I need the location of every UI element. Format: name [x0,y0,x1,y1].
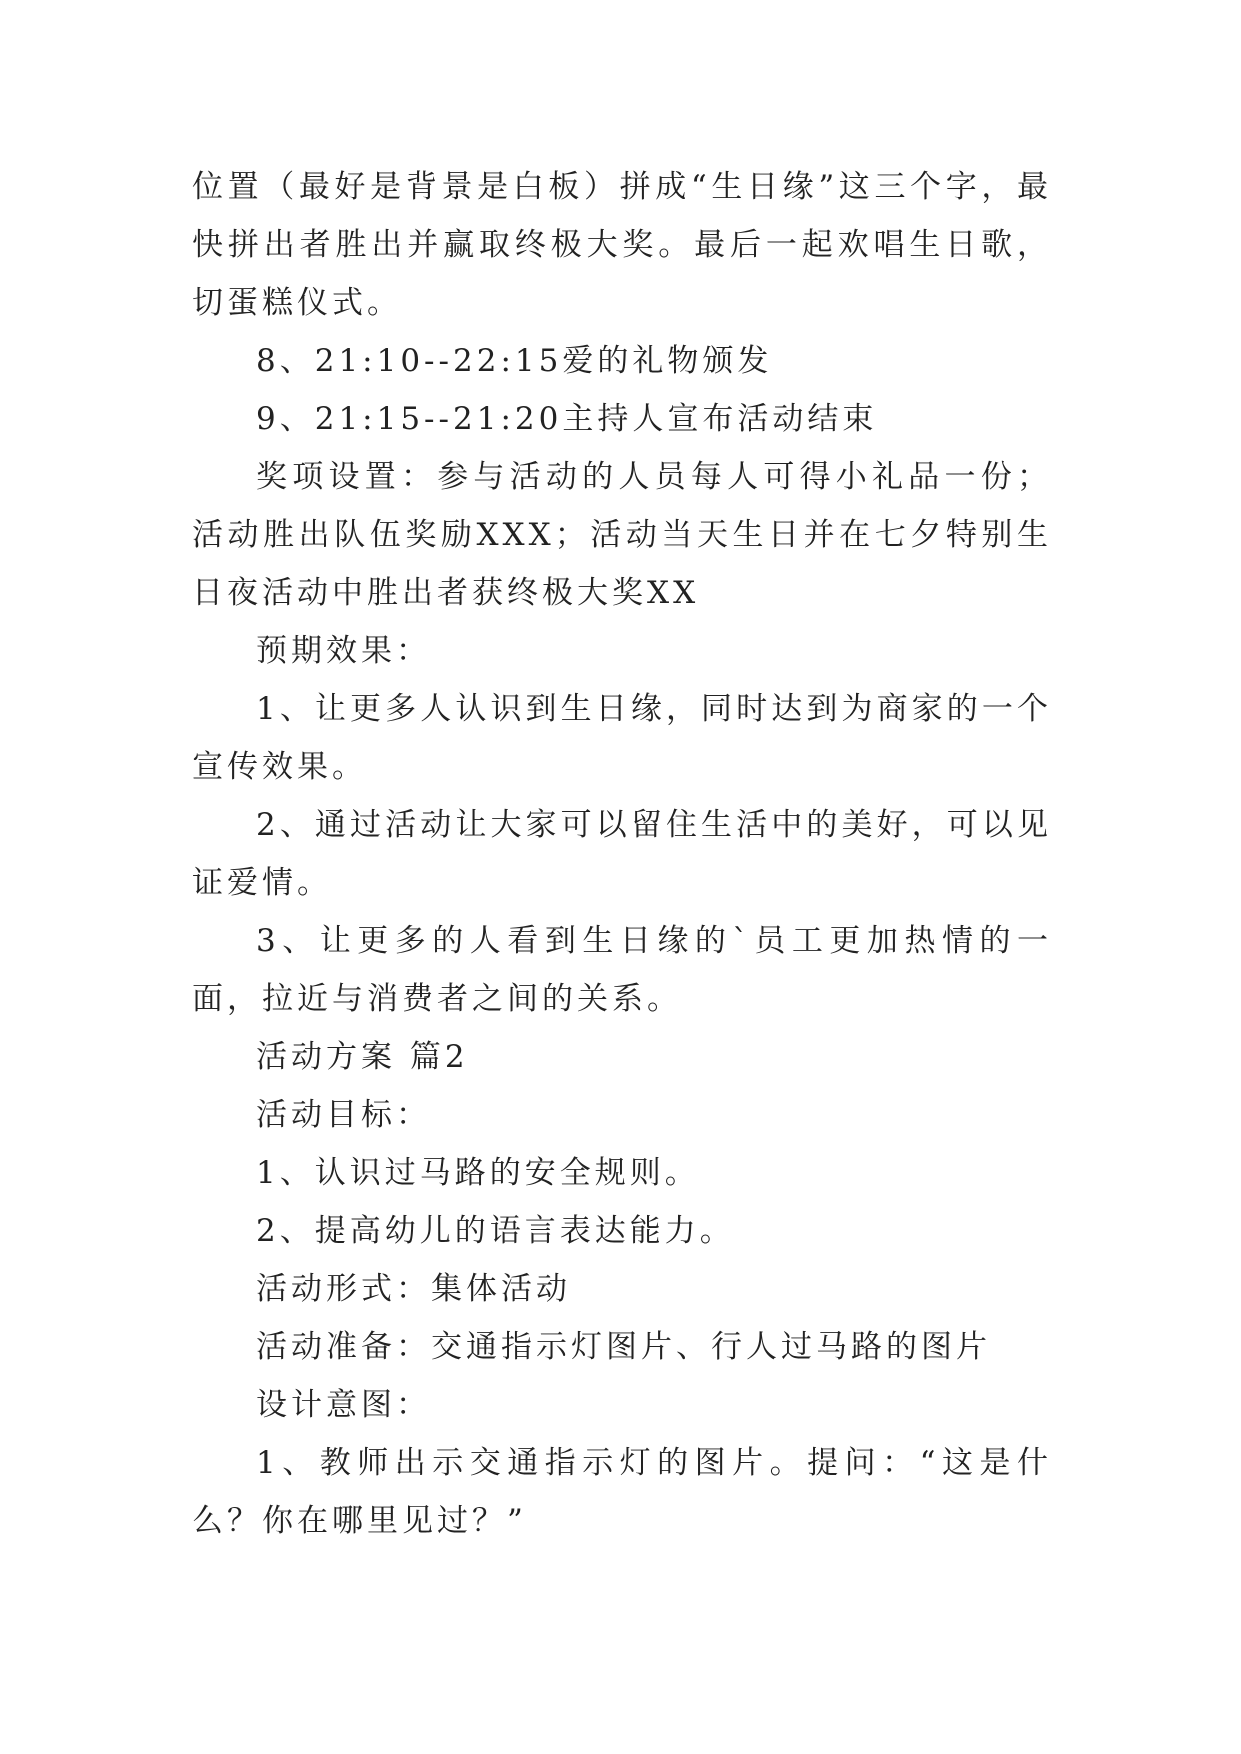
section-title: 活动方案 篇2 [256,1039,469,1075]
paragraph: 2、通过活动让大家可以留住生活中的美好，可以见证爱情。 [192,807,1052,901]
paragraph: 1、教师出示交通指示灯的图片。提问：“这是什么？你在哪里见过？” [192,1445,1052,1539]
section-heading: 设计意图： [256,1387,431,1423]
paragraph: 8、21:10--22:15爱的礼物颁发 [256,343,773,379]
section-heading: 预期效果： [256,633,431,669]
paragraph: 2、提高幼儿的语言表达能力。 [256,1213,735,1249]
paragraph: 3、让更多的人看到生日缘的`员工更加热情的一面，拉近与消费者之间的关系。 [192,923,1052,1017]
document-body [192,158,1052,1550]
paragraph: 1、认识过马路的安全规则。 [256,1155,700,1191]
paragraph: 活动形式：集体活动 [256,1271,571,1307]
section-heading: 活动目标： [256,1097,431,1133]
paragraph: 1、让更多人认识到生日缘，同时达到为商家的一个宣传效果。 [192,691,1052,785]
paragraph: 9、21:15--21:20主持人宣布活动结束 [256,401,878,437]
paragraph: 奖项设置：参与活动的人员每人可得小礼品一份；活动胜出队伍奖励XXX；活动当天生日并在七夕特别生日夜活动中胜出者获终极大奖XX [192,459,1052,611]
paragraph: 活动准备：交通指示灯图片、行人过马路的图片 [256,1329,991,1365]
paragraph: 位置（最好是背景是白板）拼成“生日缘”这三个字，最快拼出者胜出并赢取终极大奖。最后一起欢唱生日歌，切蛋糕仪式。 [192,169,1052,321]
